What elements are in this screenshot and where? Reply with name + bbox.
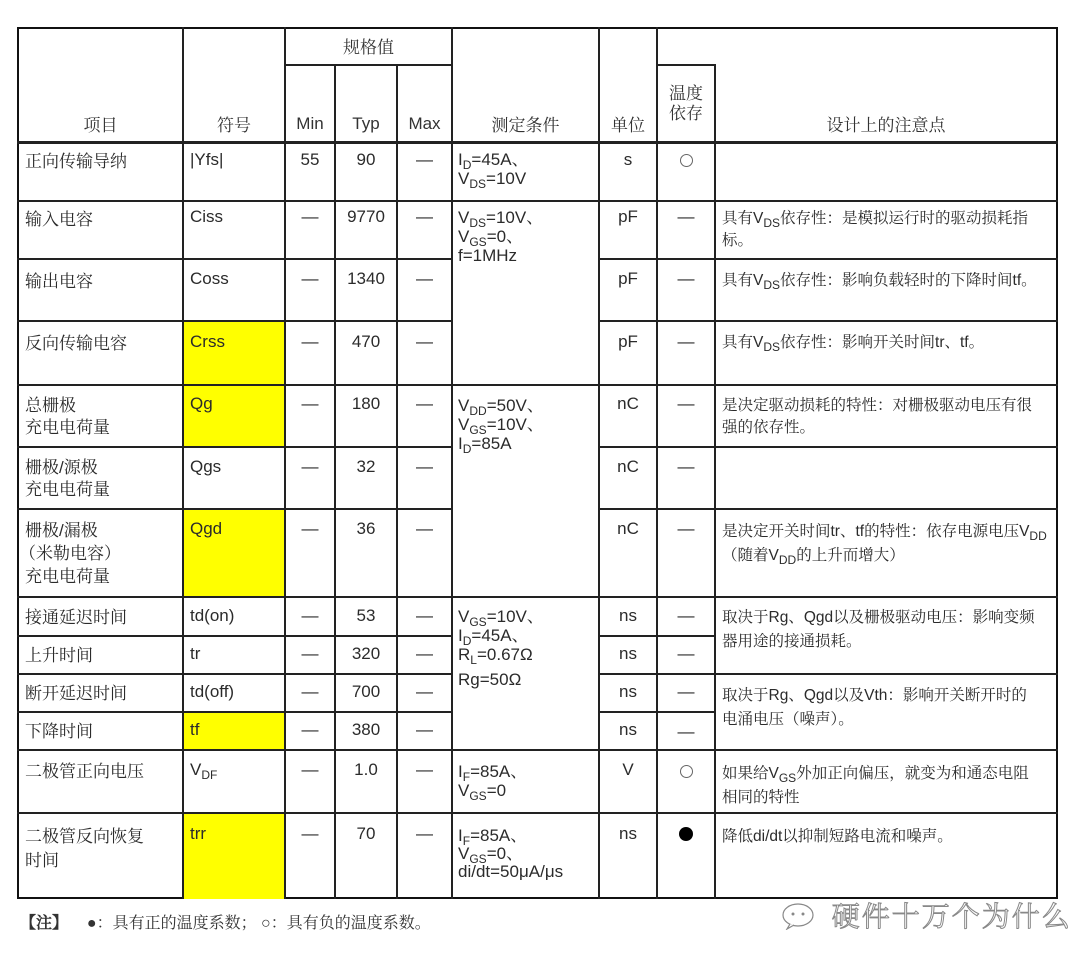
- temp-cell: —: [677, 682, 695, 701]
- watermark-text: 硬件十万个为什么: [831, 901, 1072, 932]
- item-line: 栅极/源极: [25, 458, 98, 477]
- symbol-cell: |Yfs|: [190, 150, 224, 169]
- symbol-cell: Qgd: [190, 519, 223, 538]
- note-cell: 是决定开关时间tr、tf的特性：依存电源电压$V_{DD}$（随着$V_{DD}$的上升而增大）: [722, 523, 1047, 567]
- header-min: Min: [296, 114, 324, 133]
- item-cell: 下降时间: [25, 722, 93, 741]
- item-line: 二极管反向恢复: [25, 827, 144, 846]
- header-max: Max: [408, 114, 441, 133]
- max-cell: —: [416, 720, 433, 739]
- symbol-cell: trr: [190, 824, 207, 843]
- max-cell: —: [416, 269, 433, 288]
- min-cell: —: [301, 824, 319, 843]
- typ-cell: 70: [356, 824, 376, 843]
- min-cell: —: [301, 606, 319, 625]
- min-cell: —: [301, 519, 319, 538]
- note-cell: 取决于Rg、Qgd以及Vth：影响开关断开时的电涌电压（噪声）。: [722, 687, 1027, 728]
- header-typ: Typ: [352, 114, 380, 133]
- note-cell: 是决定驱动损耗的特性：对栅极驱动电压有很强的依存性。: [722, 397, 1033, 436]
- symbol-cell: Ciss: [190, 207, 224, 226]
- max-cell: —: [416, 519, 433, 538]
- item-line: 时间: [25, 851, 59, 870]
- typ-cell: 9770: [347, 207, 385, 226]
- temp-cell: [658, 763, 714, 783]
- temp-cell: —: [677, 332, 695, 351]
- min-cell: 55: [300, 150, 320, 169]
- condition-cell: $V_{GS}=10V$、 $I_D=45A$、 $R_L=0.67\Omega$ Rg=50Ω: [458, 607, 544, 689]
- note-cell: 如果给$V_{GS}$外加正向偏压，就变为和通态电阻相同的特性: [722, 765, 1029, 806]
- header-condition: 测定条件: [491, 116, 560, 135]
- note-cell: 取决于Rg、Qgd以及栅极驱动电压：影响变频器用途的接通损耗。: [722, 609, 1035, 650]
- typ-cell: 700: [351, 682, 381, 701]
- header-unit: 单位: [611, 116, 645, 135]
- note-cell: 具有$V_{DS}$依存性：是模拟运行时的驱动损耗指标。: [722, 210, 1029, 249]
- typ-cell: 180: [351, 394, 381, 413]
- watermark: [780, 895, 1072, 935]
- min-cell: —: [301, 720, 319, 739]
- min-cell: —: [301, 760, 319, 779]
- typ-cell: 90: [356, 150, 376, 169]
- unit-cell: ns: [619, 682, 637, 701]
- item-cell: 上升时间: [25, 646, 93, 665]
- symbol-cell: td(on): [190, 606, 235, 625]
- footnote-prefix: 【注】: [20, 915, 69, 932]
- footnote-negative: ○：具有负的温度系数。: [261, 915, 431, 932]
- item-cell: 输入电容: [25, 210, 93, 229]
- temp-cell: —: [677, 269, 695, 288]
- item-cell: [25, 395, 110, 439]
- symbol-cell: tf: [190, 720, 200, 739]
- typ-cell: 380: [351, 720, 381, 739]
- open-circle-icon: [680, 154, 693, 167]
- unit-cell: nC: [617, 519, 639, 538]
- condition-cell: $V_{DS}=10V$、 $V_{GS}=0$、 f=1MHz: [458, 208, 544, 265]
- min-cell: —: [301, 207, 319, 226]
- temp-cell: —: [677, 606, 695, 625]
- typ-cell: 32: [356, 457, 376, 476]
- min-cell: —: [301, 332, 319, 351]
- max-cell: —: [416, 824, 433, 843]
- temp-cell: —: [677, 394, 695, 413]
- item-cell: 断开延迟时间: [25, 684, 127, 703]
- max-cell: —: [416, 457, 433, 476]
- unit-cell: nC: [617, 394, 639, 413]
- condition-cell: $V_{DD}=50V$、 $V_{GS}=10V$、 $I_D=85A$: [458, 396, 544, 456]
- min-cell: —: [301, 682, 319, 701]
- footnote: [20, 910, 431, 933]
- note-cell: 具有$V_{DS}$依存性：影响开关时间tr、tf。: [722, 334, 985, 354]
- item-cell: [19, 519, 121, 588]
- min-cell: —: [301, 269, 319, 288]
- condition-cell: $I_F=85A$、 $V_{GS}=0$: [458, 762, 528, 803]
- max-cell: —: [416, 332, 433, 351]
- min-cell: —: [301, 457, 319, 476]
- item-line: 充电电荷量: [25, 418, 110, 437]
- typ-cell: 1.0: [354, 760, 378, 779]
- temp-cell: —: [677, 722, 695, 741]
- typ-cell: 1340: [347, 269, 385, 288]
- header-temp-dep-line2: 依存: [669, 104, 703, 123]
- temp-cell: —: [677, 207, 695, 226]
- typ-cell: 53: [356, 606, 376, 625]
- header-spec-group: 规格值: [343, 38, 394, 57]
- unit-cell: s: [623, 150, 633, 169]
- temp-cell: —: [677, 457, 695, 476]
- item-cell: [25, 825, 144, 873]
- item-cell: 反向传输电容: [25, 334, 127, 353]
- unit-cell: pF: [618, 332, 638, 351]
- item-line: 充电电荷量: [25, 480, 110, 499]
- footnote-positive: ●：具有正的温度系数；: [86, 915, 257, 932]
- max-cell: —: [416, 682, 433, 701]
- header-symbol: 符号: [217, 116, 251, 135]
- open-circle-icon: [680, 765, 693, 778]
- header-item: 项目: [83, 116, 118, 135]
- wechat-icon: [780, 902, 816, 930]
- max-cell: —: [416, 394, 433, 413]
- header-temp-dep: [658, 84, 714, 124]
- temp-cell: —: [677, 519, 695, 538]
- note-cell: 具有$V_{DS}$依存性：影响负载轻时的下降时间tf。: [722, 272, 1037, 292]
- unit-cell: V: [622, 760, 634, 779]
- symbol-cell: $V_{DF}$: [190, 760, 218, 782]
- max-cell: —: [416, 760, 433, 779]
- item-cell: [25, 457, 110, 501]
- filled-circle-icon: [679, 827, 693, 841]
- typ-cell: 320: [351, 644, 381, 663]
- unit-cell: ns: [619, 644, 637, 663]
- max-cell: —: [416, 207, 433, 226]
- unit-cell: ns: [619, 606, 637, 625]
- item-line: 栅极/漏极: [25, 521, 98, 540]
- unit-cell: nC: [617, 457, 639, 476]
- min-cell: —: [301, 644, 319, 663]
- note-cell: 降低di/dt以抑制短路电流和噪声。: [722, 828, 953, 845]
- header-notes: 设计上的注意点: [826, 116, 946, 135]
- unit-cell: ns: [619, 824, 637, 843]
- symbol-cell: Qg: [190, 394, 213, 413]
- symbol-cell: Qgs: [190, 457, 222, 476]
- temp-cell: —: [677, 644, 695, 663]
- symbol-cell: Crss: [190, 332, 225, 351]
- min-cell: —: [301, 394, 319, 413]
- unit-cell: ns: [619, 720, 637, 739]
- max-cell: —: [416, 606, 433, 625]
- condition-cell: $I_D=45A$、 $V_{DS}=10V$: [458, 150, 529, 191]
- header-temp-dep-line1: 温度: [669, 84, 703, 103]
- unit-cell: pF: [618, 269, 638, 288]
- item-cell: 接通延迟时间: [25, 608, 127, 627]
- typ-cell: 36: [356, 519, 376, 538]
- symbol-cell: tr: [190, 644, 201, 663]
- max-cell: —: [416, 644, 433, 663]
- typ-cell: 470: [351, 332, 381, 351]
- unit-cell: pF: [618, 207, 638, 226]
- item-cell: 二极管正向电压: [25, 762, 144, 781]
- item-cell: 正向传输导纳: [25, 152, 127, 171]
- item-line: 总栅极: [25, 396, 76, 415]
- temp-cell: [658, 152, 714, 172]
- item-line: 充电电荷量: [25, 567, 110, 586]
- item-line: （米勒电容）: [19, 544, 121, 563]
- max-cell: —: [416, 150, 433, 169]
- item-cell: 输出电容: [25, 272, 93, 291]
- temp-cell: [658, 826, 714, 846]
- symbol-cell: Coss: [190, 269, 229, 288]
- symbol-cell: td(off): [190, 682, 235, 701]
- condition-cell: $I_F=85A$、 $V_{GS}=0$、 di/dt=50μA/μs: [458, 826, 564, 881]
